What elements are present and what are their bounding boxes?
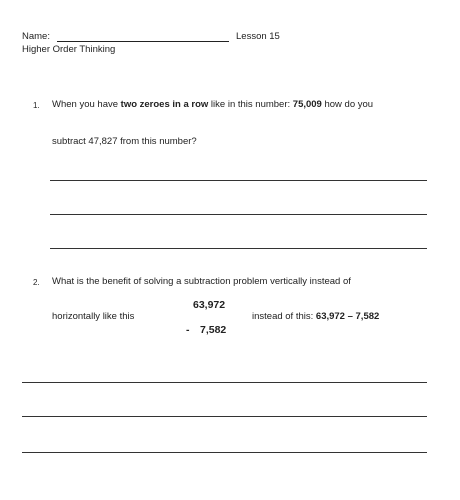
name-label: Name: <box>22 31 50 42</box>
question-2-instead <box>252 311 379 322</box>
question-2-number: 2. <box>33 278 40 287</box>
answer-line-3 <box>50 248 427 249</box>
answer-line-4 <box>22 382 427 383</box>
question-1-line-1 <box>52 99 373 110</box>
question-2-line-1: What is the benefit of solving a subtraction problem vertically instead of <box>52 276 351 287</box>
lesson-label: Lesson 15 <box>236 31 280 42</box>
answer-line-2 <box>50 214 427 215</box>
worksheet-subtitle: Higher Order Thinking <box>22 44 116 55</box>
question-1-line-2: subtract 47,827 from this number? <box>52 136 197 147</box>
vertical-minus-sign: - <box>186 324 190 336</box>
answer-line-1 <box>50 180 427 181</box>
answer-line-5 <box>22 416 427 417</box>
q1-text-pre: When you have <box>52 99 121 110</box>
q1-text-bold: two zeroes in a row <box>120 99 209 110</box>
name-blank-line <box>57 41 229 42</box>
instead-label: instead of this: <box>252 311 316 322</box>
horizontal-expression: 63,972 – 7,582 <box>315 311 380 322</box>
q1-number: 75,009 <box>292 99 322 110</box>
question-2-line-2: horizontally like this <box>52 311 135 322</box>
answer-line-6 <box>22 452 427 453</box>
question-1-number: 1. <box>33 101 40 110</box>
q1-text-post: how do you <box>321 99 374 110</box>
vertical-bottom-number: 7,582 <box>200 324 227 336</box>
vertical-top-number: 63,972 <box>193 299 226 311</box>
q1-text-mid: like in this number: <box>208 99 293 110</box>
